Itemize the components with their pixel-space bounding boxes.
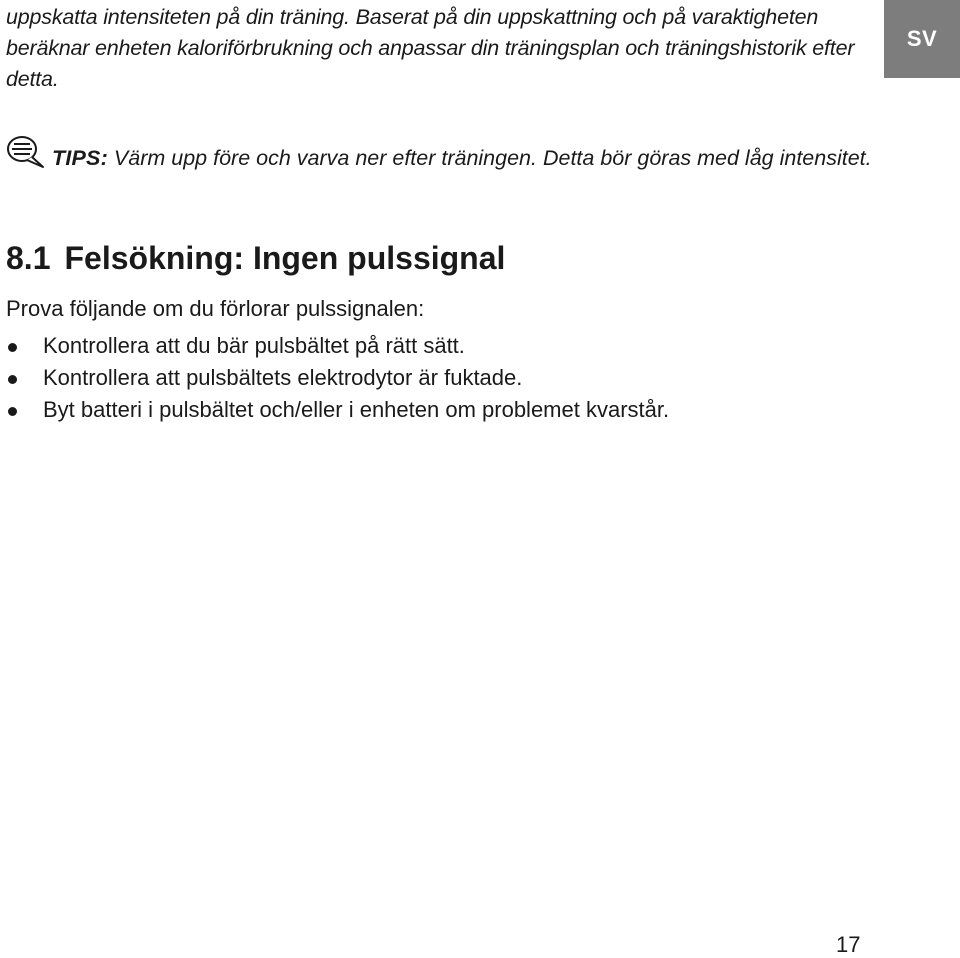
language-tab-label: SV bbox=[906, 26, 938, 51]
list-item-text: Kontrollera att pulsbältets elektrodytor är fuktade. bbox=[43, 365, 523, 390]
troubleshooting-list bbox=[6, 330, 669, 426]
list-item-text: Byt batteri i pulsbältet och/eller i enheten om problemet kvarstår. bbox=[43, 397, 670, 422]
list-item-text: Kontrollera att du bär pulsbältet på rätt sätt. bbox=[43, 333, 465, 358]
tip-paragraph bbox=[6, 142, 886, 174]
bullet-dot-icon bbox=[8, 375, 17, 384]
section-heading bbox=[6, 238, 505, 278]
section-title: Felsökning: Ingen pulssignal bbox=[64, 240, 506, 276]
tip-text: Värm upp före och varva ner efter träningen. Detta bör göras med låg intensitet. bbox=[107, 146, 872, 170]
list-item bbox=[6, 362, 669, 394]
page-number: 17 bbox=[836, 932, 861, 957]
bullet-dot-icon bbox=[8, 407, 17, 416]
language-tab bbox=[884, 0, 960, 78]
section-lead: Prova följande om du förlorar pulssignalen: bbox=[6, 296, 425, 321]
section-number: 8.1 bbox=[6, 240, 51, 276]
list-item bbox=[6, 394, 669, 426]
intro-paragraph: uppskatta intensiteten på din träning. Baserat på din uppskattning och på varaktigheten beräknar enheten kaloriförbrukning och anpassar din träningsplan och träningshistorik efter detta. bbox=[6, 5, 855, 91]
list-item bbox=[6, 330, 669, 362]
bullet-dot-icon bbox=[8, 343, 17, 352]
tip-label: TIPS: bbox=[52, 146, 108, 170]
